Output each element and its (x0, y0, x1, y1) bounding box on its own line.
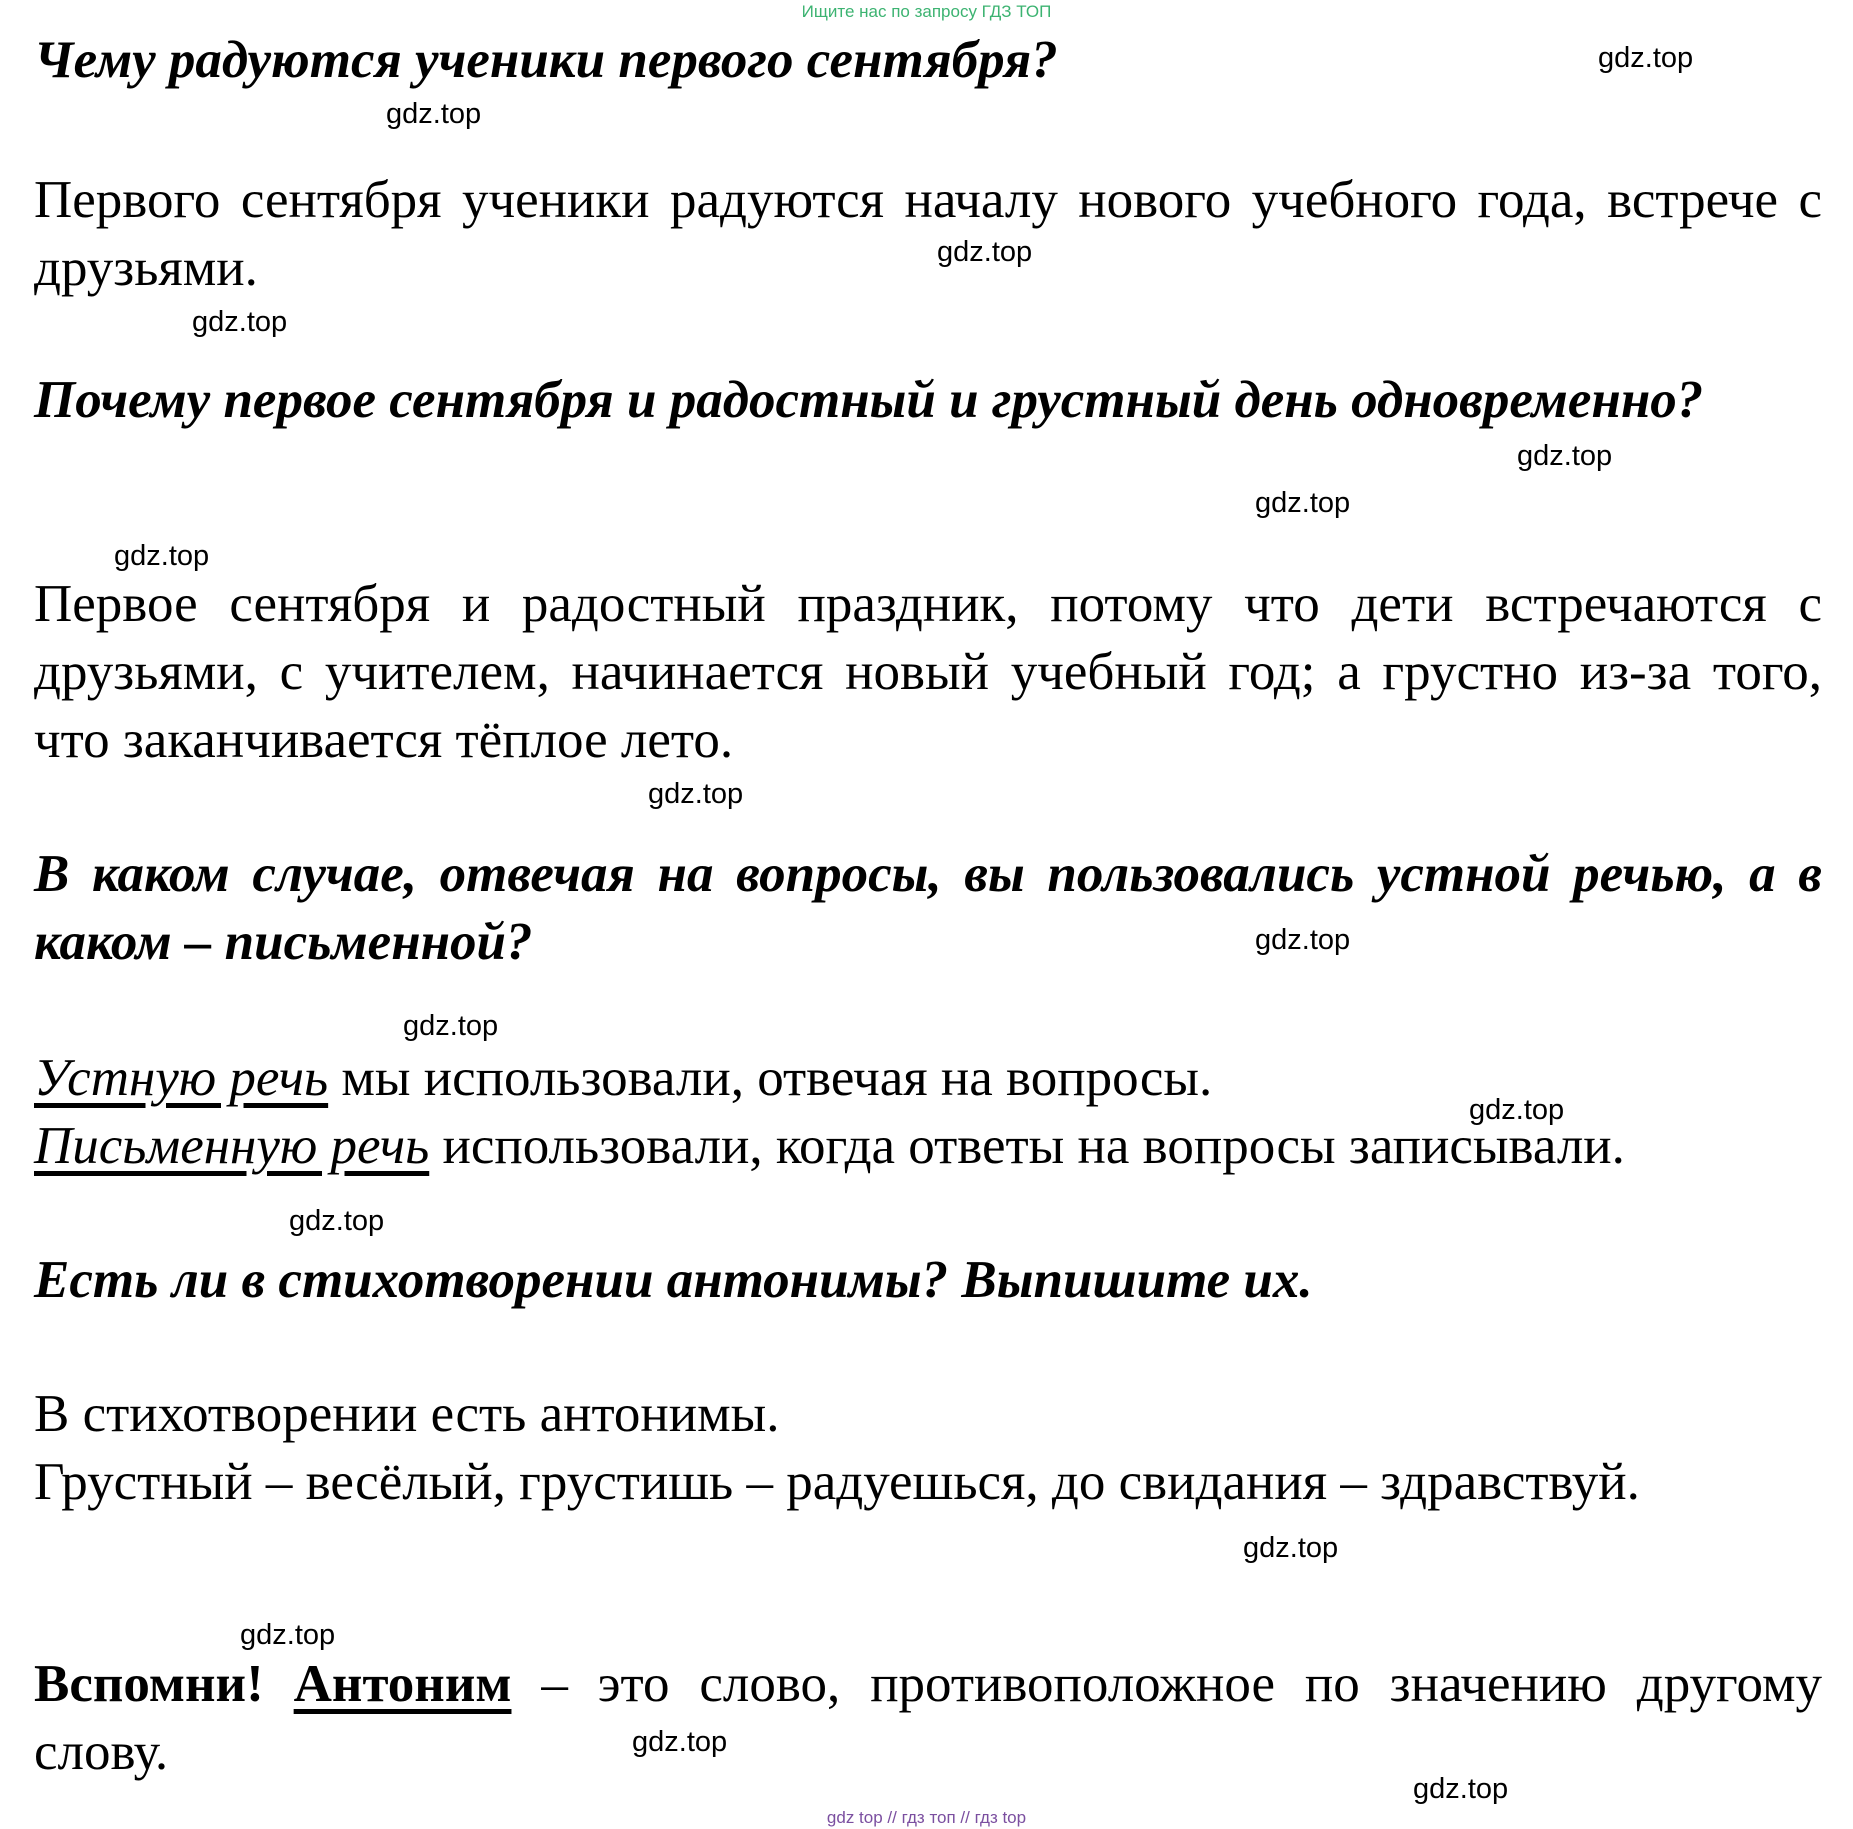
watermark: gdz.top (1255, 487, 1351, 519)
watermark: gdz.top (1413, 1773, 1509, 1805)
question-4: Есть ли в стихотворении антонимы? Выпишите их. (34, 1251, 1313, 1309)
watermark: gdz.top (1243, 1532, 1339, 1564)
watermark: gdz.top (937, 236, 1033, 268)
watermark: gdz.top (114, 540, 210, 572)
top-banner: Ищите нас по запросу ГДЗ ТОП (801, 2, 1052, 21)
question-2: Почему первое сентября и радостный и грустный день одновременно? (34, 371, 1704, 429)
watermark: gdz.top (386, 98, 482, 130)
answer-4-line-2: Грустный – весёлый, грустишь – радуешься, до свидания – здравствуй. (34, 1453, 1640, 1511)
answer-2: Первое сентября и радостный праздник, потому что дети встречаются с друзьями, с учителем, начинается новый учебный год; а грустно из-за того, что заканчивается тёплое лето. (34, 575, 1822, 769)
answer-1: Первого сентября ученики радуются началу нового учебного года, встрече с друзьями. (34, 171, 1822, 297)
watermark: gdz.top (240, 1619, 336, 1651)
watermark: gdz.top (403, 1010, 499, 1042)
answer-4-line-1: В стихотворении есть антонимы. (34, 1385, 780, 1443)
watermark: gdz.top (632, 1726, 728, 1758)
watermark: gdz.top (1255, 924, 1351, 956)
watermark: gdz.top (192, 306, 288, 338)
watermark: gdz.top (1517, 440, 1613, 472)
written-speech-term: Письменную речь (34, 1117, 430, 1175)
question-3: В каком случае, отвечая на вопросы, вы пользовались устной речью, а в каком – письменной? (34, 845, 1822, 971)
question-1: Чему радуются ученики первого сентября? (34, 31, 1058, 89)
oral-speech-term: Устную речь (34, 1049, 329, 1107)
watermark: gdz.top (648, 778, 744, 810)
answer-3-line-2-text: использовали, когда ответы на вопросы записывали. (429, 1117, 1625, 1175)
antonym-term: Антоним (293, 1655, 512, 1713)
watermark: gdz.top (1598, 42, 1694, 74)
answer-3-line-1-text: мы использовали, отвечая на вопросы. (328, 1049, 1213, 1107)
remember-lead: Вспомни! (34, 1655, 264, 1713)
bottom-banner: gdz top // гдз топ // гдз top (826, 1808, 1027, 1827)
watermark: gdz.top (1469, 1094, 1565, 1126)
remember-text: – это слово, противоположное по значению другому слову. (34, 1655, 1822, 1781)
remember-note (34, 1650, 1822, 1786)
watermark: gdz.top (289, 1205, 385, 1237)
